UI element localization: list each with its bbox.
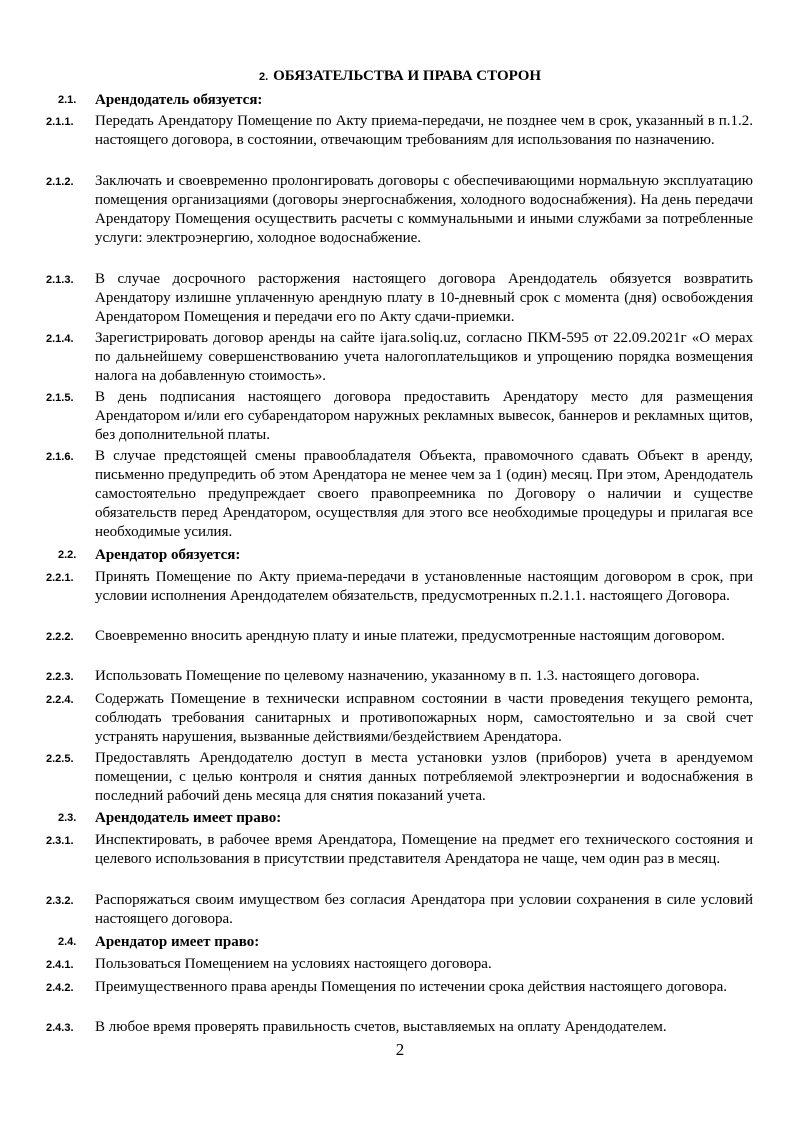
clause-text: Распоряжаться своим имуществом без согласия Арендатора при условии сохранения в силе условий настоящего договора. <box>95 892 753 927</box>
clause-number: 2.4.2. <box>46 982 74 994</box>
clause-text: Передать Арендатору Помещение по Акту приема-передачи, не позднее чем в срок, указанный в п.1.2. настоящего договора, в состоянии, отвечающим требованиям для использования по назначению. <box>95 113 753 148</box>
clause-number: 2.1.5. <box>46 392 74 404</box>
clause-heading-text: Арендодатель обязуется: <box>95 92 263 108</box>
clause-text: Использовать Помещение по целевому назначению, указанному в п. 1.3. настоящего договора. <box>95 668 700 684</box>
section-title-text: ОБЯЗАТЕЛЬСТВА И ПРАВА СТОРОН <box>273 68 542 84</box>
section-number: 2. <box>258 71 269 83</box>
clause-number: 2.3. <box>58 812 77 824</box>
clause-number: 2.2.2. <box>46 631 74 643</box>
clause-heading-text: Арендодатель имеет право: <box>95 810 282 826</box>
clause-heading-text: Арендатор имеет право: <box>95 934 260 950</box>
clause-number: 2.2.4. <box>46 694 74 706</box>
clause-text: Содержать Помещение в технически исправном состоянии в части проведения текущего ремонта, соблюдать требования санитарных и противопожарных норм, самостоятельно и за свой счет устранять нарушения, вызванные действиями/бездействием Арендатора. <box>95 691 753 745</box>
clause-number: 2.3.2. <box>46 895 74 907</box>
clause-number: 2.1.4. <box>46 333 74 345</box>
clause-text: Предоставлять Арендодателю доступ в места установки узлов (приборов) учета в арендуемом помещении, с целью контроля и снятия данных потребляемой электроэнергии и водоснабжения в последний рабочий день месяца для снятия показаний учета. <box>95 750 753 804</box>
clause-heading-text: Арендатор обязуется: <box>95 547 241 563</box>
clause-number: 2.2.3. <box>46 671 74 683</box>
clause-text: Пользоваться Помещением на условиях настоящего договора. <box>95 956 492 972</box>
clause-text: В любое время проверять правильность счетов, выставляемых на оплату Арендодателем. <box>95 1019 667 1035</box>
clause-text: В случае досрочного расторжения настоящего договора Арендодатель обязуется возвратить Арендатору излишне уплаченную арендную плату в 10-дневный срок с момента (дня) освобождения Арендатором Помещения и передачи его по Акту сдачи-приемки. <box>95 271 753 325</box>
clause-number: 2.1.2. <box>46 176 74 188</box>
clause-text: Инспектировать, в рабочее время Арендатора, Помещение на предмет его технического состояния и целевого использования в присутствии представителя Арендатора не чаще, чем один раз в месяц. <box>95 832 753 867</box>
clause-number: 2.2. <box>58 549 77 561</box>
clause-text: В случае предстоящей смены правообладателя Объекта, правомочного сдавать Объект в аренду, письменно предупредить об этом Арендатора не менее чем за 1 (один) месяц. При этом, Арендодатель самостоятельно предупреждает своего правопреемника по Договору о наличии и существе обязательств перед Арендатором, осуществляя для этого все необходимые процедуры и прилагая все необходимые усилия. <box>95 448 753 540</box>
clause-number: 2.4.3. <box>46 1022 74 1034</box>
clause-number: 2.2.1. <box>46 572 74 584</box>
clause-text: В день подписания настоящего договора предоставить Арендатору место для размещения Арендатором и/или его субарендатором наружных рекламных вывесок, баннеров и рекламных щитов, без дополнительной платы. <box>95 389 753 443</box>
clause-number: 2.4.1. <box>46 959 74 971</box>
clause-number: 2.1. <box>58 94 77 106</box>
section-title <box>0 66 800 87</box>
clause-number: 2.4. <box>58 936 77 948</box>
clause-text: Заключать и своевременно пролонгировать договоры с обеспечивающими нормальную эксплуатацию помещения организациями (договоры энергоснабжения, холодного водоснабжения). На день передачи Арендатору Помещения осуществить расчеты с коммунальными и иными службами за потребленные услуги: электроэнергию, холодное водоснабжение. <box>95 173 753 246</box>
clause-text: Своевременно вносить арендную плату и иные платежи, предусмотренные настоящим договором. <box>95 628 725 644</box>
clause-text: Преимущественного права аренды Помещения по истечении срока действия настоящего договора. <box>95 979 728 995</box>
clause-number: 2.1.1. <box>46 116 74 128</box>
clause-number: 2.3.1. <box>46 835 74 847</box>
clause-text: Принять Помещение по Акту приема-передачи в установленные настоящим договором в срок, при условии исполнения Арендодателем обязательств, предусмотренных п.2.1.1. настоящего Договора. <box>95 569 753 604</box>
clause-text: Зарегистрировать договор аренды на сайте ijara.soliq.uz, согласно ПКМ-595 от 22.09.2021г «О мерах по дальнейшему совершенствованию учета налогоплательщиков и упрощению порядка возмещения налога на добавленную стоимость». <box>95 330 753 384</box>
clause-number: 2.1.3. <box>46 274 74 286</box>
clause-number: 2.2.5. <box>46 753 74 765</box>
clause-number: 2.1.6. <box>46 451 74 463</box>
page-number: 2 <box>395 1040 405 1059</box>
